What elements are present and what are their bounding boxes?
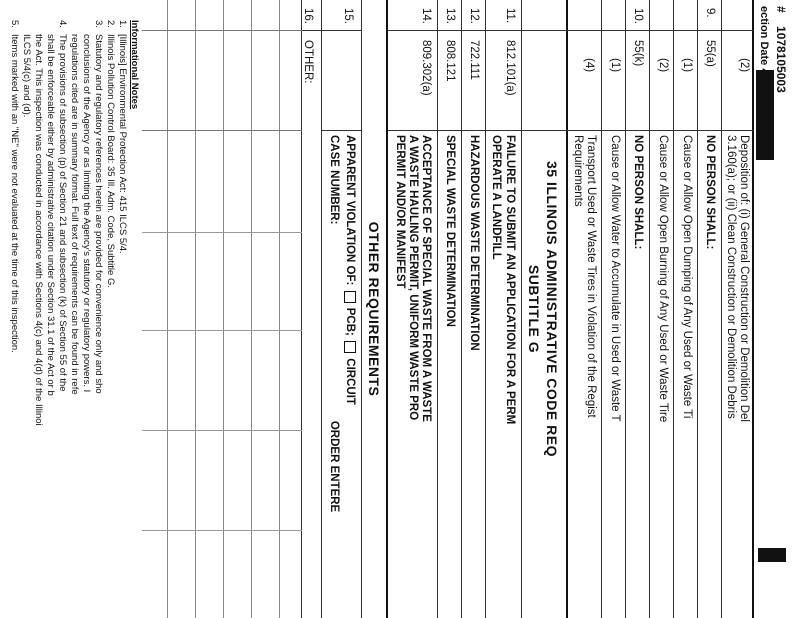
row-number: 11. xyxy=(504,8,516,24)
row-divider xyxy=(521,0,522,618)
column-divider xyxy=(322,130,362,131)
note-text: [Illinois] Environmental Protection Act: 415 ILCS 5/4. xyxy=(117,34,128,254)
note-number: 2. xyxy=(105,20,116,28)
note-text: regulations cited are in summary format. Full text of requirements can be found in refe xyxy=(69,34,80,395)
note-text: ILCS 5/4(c) and (d). xyxy=(21,34,32,118)
row-number: 16. xyxy=(302,8,314,24)
row-text: Deposition of: (i) General Construction or Demolition Del xyxy=(738,135,750,422)
note-text: Illinois Pollution Control Board: 35 Ill. Adm. Code, Subtitle G. xyxy=(105,34,116,288)
doc-number-value: 1078105003 xyxy=(774,26,788,93)
row-sub-label: (1) xyxy=(681,58,693,73)
column-divider xyxy=(302,30,362,31)
divider xyxy=(566,0,568,618)
row-text: HAZARDOUS WASTE DETERMINATION xyxy=(468,135,480,351)
row-number: 13. xyxy=(444,8,456,24)
row-text: SPECIAL WASTE DETERMINATION xyxy=(444,135,456,327)
note-item xyxy=(68,20,80,610)
row-divider xyxy=(625,0,626,618)
row-divider xyxy=(321,0,322,618)
inspection-date-label: ection Date xyxy=(758,6,770,66)
row-divider xyxy=(251,0,252,618)
note-item xyxy=(116,20,128,610)
other-requirements-heading: OTHER REQUIREMENTS xyxy=(366,221,382,397)
row-text: 3.160(a); or (ii) Clean Construction or Demolition Debris xyxy=(725,135,737,419)
row-divider xyxy=(673,0,674,618)
checkbox-icon[interactable] xyxy=(344,291,356,303)
apparent-violation-line xyxy=(344,135,356,405)
row-divider xyxy=(649,0,650,618)
column-divider xyxy=(142,232,302,233)
order-entered-label: ORDER ENTERE xyxy=(328,420,340,513)
note-text: the Act. This inspection was conducted in accordance with Sections 4(c) and 4(d) of the Illinoi xyxy=(33,34,44,426)
row-text: FAILURE TO SUBMIT AN APPLICATION FOR A PERM xyxy=(504,135,516,425)
row-code: 808.121 xyxy=(444,40,456,82)
row-code: 809.302(a) xyxy=(420,40,432,96)
row-code: 55(k) xyxy=(632,40,644,67)
row-divider xyxy=(195,0,196,618)
row-divider xyxy=(361,0,362,618)
row-text: OPERATE A LANDFILL xyxy=(490,135,502,260)
row-code: 812.101(a) xyxy=(504,40,516,96)
other-label: OTHER: xyxy=(302,40,314,84)
row-text: Cause or Allow Water to Accumulate in Used or Waste T xyxy=(609,135,621,422)
doc-number-prefix: # xyxy=(774,6,788,13)
row-divider xyxy=(461,0,462,618)
divider xyxy=(752,0,754,618)
row-code: 55(a) xyxy=(704,40,716,67)
subtitle-g-subheading: SUBTITLE G xyxy=(526,264,542,354)
note-text: Items marked with an "NE" were not evaluated at the time of this inspection. xyxy=(9,34,20,353)
note-number: 4. xyxy=(57,20,68,28)
row-sub-label: (1) xyxy=(609,58,621,73)
row-divider xyxy=(223,0,224,618)
row-number: 14. xyxy=(420,8,432,24)
column-divider xyxy=(142,130,302,131)
row-text: NO PERSON SHALL: xyxy=(704,135,716,250)
checkbox-icon[interactable] xyxy=(344,341,356,353)
subtitle-g-heading: 35 ILLINOIS ADMINISTRATIVE CODE REQ xyxy=(544,161,560,457)
informational-notes xyxy=(8,20,140,610)
row-sub-label: (4) xyxy=(583,58,595,73)
row-number: 9. xyxy=(704,8,716,18)
column-divider xyxy=(142,530,302,531)
pcb-label: PCB; xyxy=(343,307,356,336)
row-divider xyxy=(485,0,486,618)
note-number: 3. xyxy=(93,20,104,28)
note-text: shall be enforceable either by administrative citation under Section 31.1 of the Act or b xyxy=(45,34,56,396)
row-divider xyxy=(721,0,722,618)
circuit-label: CIRCUIT xyxy=(343,358,356,405)
row-text: A WASTE HAULING PERMIT, UNIFORM WASTE PRO xyxy=(407,135,419,421)
note-number: 5. xyxy=(9,20,20,28)
note-item xyxy=(8,20,20,610)
apparent-violation-label: APPARENT VIOLATION OF: xyxy=(343,135,356,286)
row-number: 15. xyxy=(342,8,354,24)
column-divider xyxy=(142,30,302,31)
row-text: Requirements xyxy=(572,135,584,207)
note-item xyxy=(80,20,92,610)
row-code: 722.111 xyxy=(468,40,480,80)
note-number: 1. xyxy=(117,20,128,28)
row-divider xyxy=(697,0,698,618)
redaction-bar xyxy=(756,70,774,160)
document-number xyxy=(774,6,788,93)
column-divider xyxy=(142,330,302,331)
row-text: ACCEPTANCE OF SPECIAL WASTE FROM A WASTE xyxy=(420,135,432,422)
note-text: Statutory and regulatory references herein are provided for convenience only and sho xyxy=(93,34,104,394)
row-number: 10. xyxy=(632,8,644,24)
row-text: NO PERSON SHALL: xyxy=(632,135,644,250)
row-divider xyxy=(601,0,602,618)
case-number-label: CASE NUMBER: xyxy=(328,135,340,225)
row-sub-label: (2) xyxy=(738,58,750,73)
divider xyxy=(386,0,388,618)
note-item xyxy=(56,20,68,610)
note-item xyxy=(92,20,104,610)
note-item xyxy=(32,20,44,610)
row-number: 12. xyxy=(468,8,480,24)
note-item xyxy=(20,20,32,610)
note-text: The provisions of subsection (p) of Section 21 and subsection (k) of Section 55 of the xyxy=(57,34,68,392)
note-item xyxy=(104,20,116,610)
row-divider xyxy=(279,0,280,618)
redaction-mark xyxy=(758,548,786,562)
row-text: Transport Used or Waste Tires in Violation of the Regist xyxy=(585,135,597,418)
row-divider xyxy=(437,0,438,618)
row-divider xyxy=(301,0,302,618)
row-text: Cause or Allow Open Dumping of Any Used or Waste Ti xyxy=(681,135,693,419)
column-divider xyxy=(388,30,754,31)
note-text: conclusions of the Agency or as limiting the Agency's statutory or regulatory powers. I xyxy=(81,34,92,393)
case-number-line xyxy=(328,135,340,512)
row-sub-label: (2) xyxy=(657,58,669,73)
row-text: Cause or Allow Open Burning of Any Used or Waste Tire xyxy=(657,135,669,423)
row-text: PERMIT AND/OR MANIFEST xyxy=(394,135,406,289)
row-divider xyxy=(167,0,168,618)
column-divider xyxy=(388,130,754,131)
notes-heading: Informational Notes xyxy=(129,20,140,110)
note-item xyxy=(44,20,56,610)
column-divider xyxy=(142,430,302,431)
